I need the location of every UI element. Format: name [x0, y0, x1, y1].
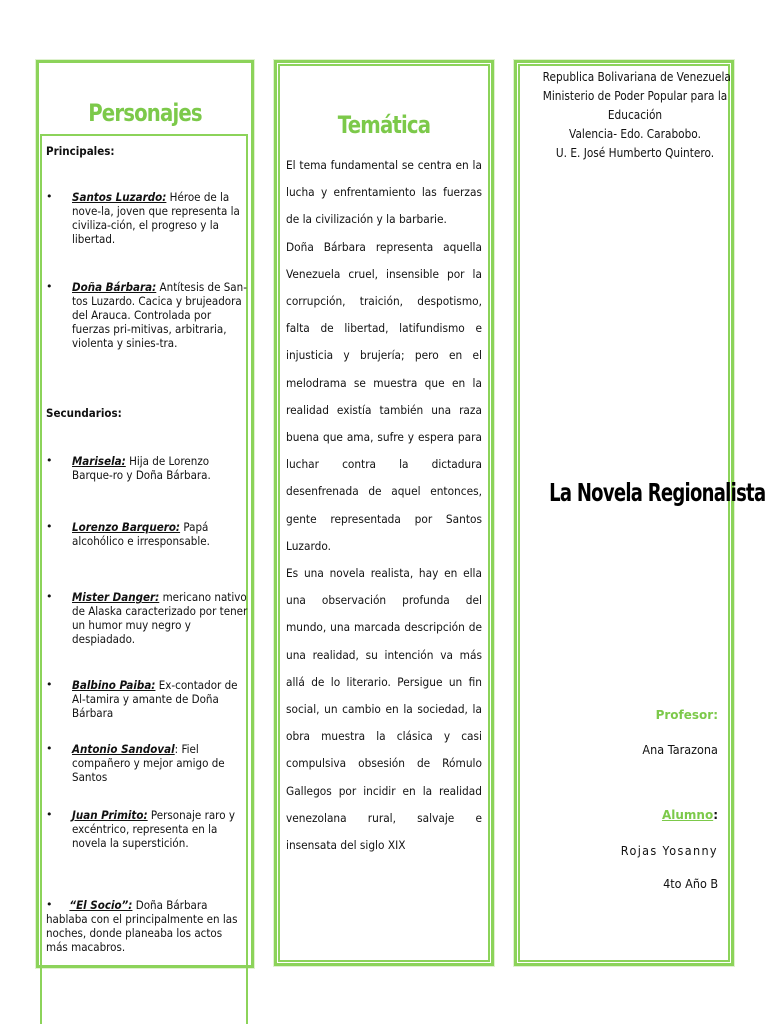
personajes-inner-frame	[40, 134, 248, 1024]
tematica-body	[286, 152, 482, 859]
principales-heading: Principales:	[46, 144, 115, 158]
character-name: Balbino Paiba:	[72, 678, 156, 692]
character-name: Marisela:	[72, 454, 126, 468]
character-name: Lorenzo Barquero:	[72, 520, 181, 534]
personajes-title: Personajes	[88, 99, 202, 127]
character-name: Santos Luzardo:	[72, 190, 167, 204]
character-name: Antonio Sandoval	[72, 742, 175, 756]
character-desc: Doña Bárbara hablaba con el principalmente en las noches, donde planeaba los actos más macabros.	[46, 898, 238, 954]
profesor-name: Ana Tarazona	[642, 742, 718, 757]
institution-header	[530, 68, 740, 163]
character-desc: Ex-contador de Al-tamira y amante de Doña Bárbara	[72, 678, 238, 720]
institution-line: Republica Bolivariana de Venezuela	[542, 70, 731, 84]
cover-title: La Novela Regionalista	[549, 478, 766, 507]
institution-line: Educación	[607, 108, 663, 122]
alumno-label-wrap	[662, 808, 718, 822]
character-desc: Antítesis de San-tos Luzardo. Cacica y brujeadora del Arauca. Controlada por fuerzas pri-mitivas, arbitraria, violenta y sinies-tra.	[72, 280, 247, 350]
character-item: • Juan Primito: Personaje raro y excéntrico, representa en la novela la superstición.	[46, 808, 235, 850]
institution-line: Valencia- Edo. Carabobo.	[569, 127, 701, 141]
institution-line: Ministerio de Poder Popular para la	[542, 89, 728, 103]
alumno-label: Alumno	[661, 808, 714, 822]
character-item: • Marisela: Hija de Lorenzo Barque-ro y Doña Bárbara.	[46, 454, 211, 482]
alumno-colon: :	[713, 808, 718, 822]
tematica-paragraph: Es una novela realista, hay en ella una observación profunda del mundo, una marcada descripción de una realidad, su intención va más allá de lo literario. Persigue un fin social, un cambio en la sociedad, la obra muestra la clásica y casi compulsiva obsesión de Rómulo Gallegos por incidir en la realidad venezolana rural, salvaje e insensata del siglo XIX	[286, 566, 482, 853]
character-item: • Antonio Sandoval: Fiel compañero y mejor amigo de Santos	[46, 742, 225, 784]
character-item: • Balbino Paiba: Ex-contador de Al-tamira y amante de Doña Bárbara	[46, 678, 238, 720]
character-desc: Papá alcohólico e irresponsable.	[72, 520, 210, 548]
character-desc: Personaje raro y excéntrico, representa en la novela la superstición.	[72, 808, 235, 850]
character-name: Doña Bárbara:	[72, 280, 157, 294]
tematica-paragraph: El tema fundamental se centra en la lucha y enfrentamiento las fuerzas de la civilización y la barbarie.	[286, 158, 482, 227]
character-item: • Lorenzo Barquero: Papá alcohólico e irresponsable.	[46, 520, 210, 548]
institution-line: U. E. José Humberto Quintero.	[555, 146, 715, 160]
character-name: “El Socio”:	[69, 898, 133, 912]
character-item: • Doña Bárbara: Antítesis de San-tos Luzardo. Cacica y brujeadora del Arauca. Controlada por fuerzas pri-mitivas, arbitraria, violenta y sinies-tra.	[46, 280, 247, 350]
character-desc: Hija de Lorenzo Barque-ro y Doña Bárbara.	[72, 454, 211, 482]
character-item: • Santos Luzardo: Héroe de la nove-la, joven que representa la civiliza-ción, el progreso y la libertad.	[46, 190, 240, 246]
secundarios-heading: Secundarios:	[46, 406, 122, 420]
grade: 4to Año B	[662, 876, 718, 891]
character-item: • Mister Danger: mericano nativo de Alaska caracterizado por tener un humor muy negro y despiadado.	[46, 590, 248, 646]
cover-inner-frame	[518, 64, 766, 962]
character-item: • “El Socio”: Doña Bárbara hablaba con el principalmente en las noches, donde planeaba los actos más macabros.	[46, 898, 238, 954]
tematica-paragraph: Doña Bárbara representa aquella Venezuela cruel, insensible por la corrupción, traición, despotismo, falta de libertad, latifundismo e injusticia y brujería; pero en el melodrama se muestra que en la realidad existía también una raza buena que ama, sufre y espera para luchar contra la dictadura desenfrenada de aquel entonces, gente representada por Santos Luzardo.	[286, 239, 482, 553]
tematica-title: Temática	[337, 111, 431, 139]
character-name: Mister Danger:	[72, 590, 160, 604]
character-desc: : Fiel compañero y mejor amigo de Santos	[72, 742, 225, 784]
profesor-label: Profesor:	[655, 708, 718, 722]
character-desc: mericano nativo de Alaska caracterizado por tener un humor muy negro y despiadado.	[72, 590, 248, 646]
alumno-name: Rojas Yosanny	[620, 843, 718, 858]
character-name: Juan Primito:	[72, 808, 148, 822]
character-desc: Héroe de la nove-la, joven que representa la civiliza-ción, el progreso y la libertad.	[72, 190, 240, 246]
